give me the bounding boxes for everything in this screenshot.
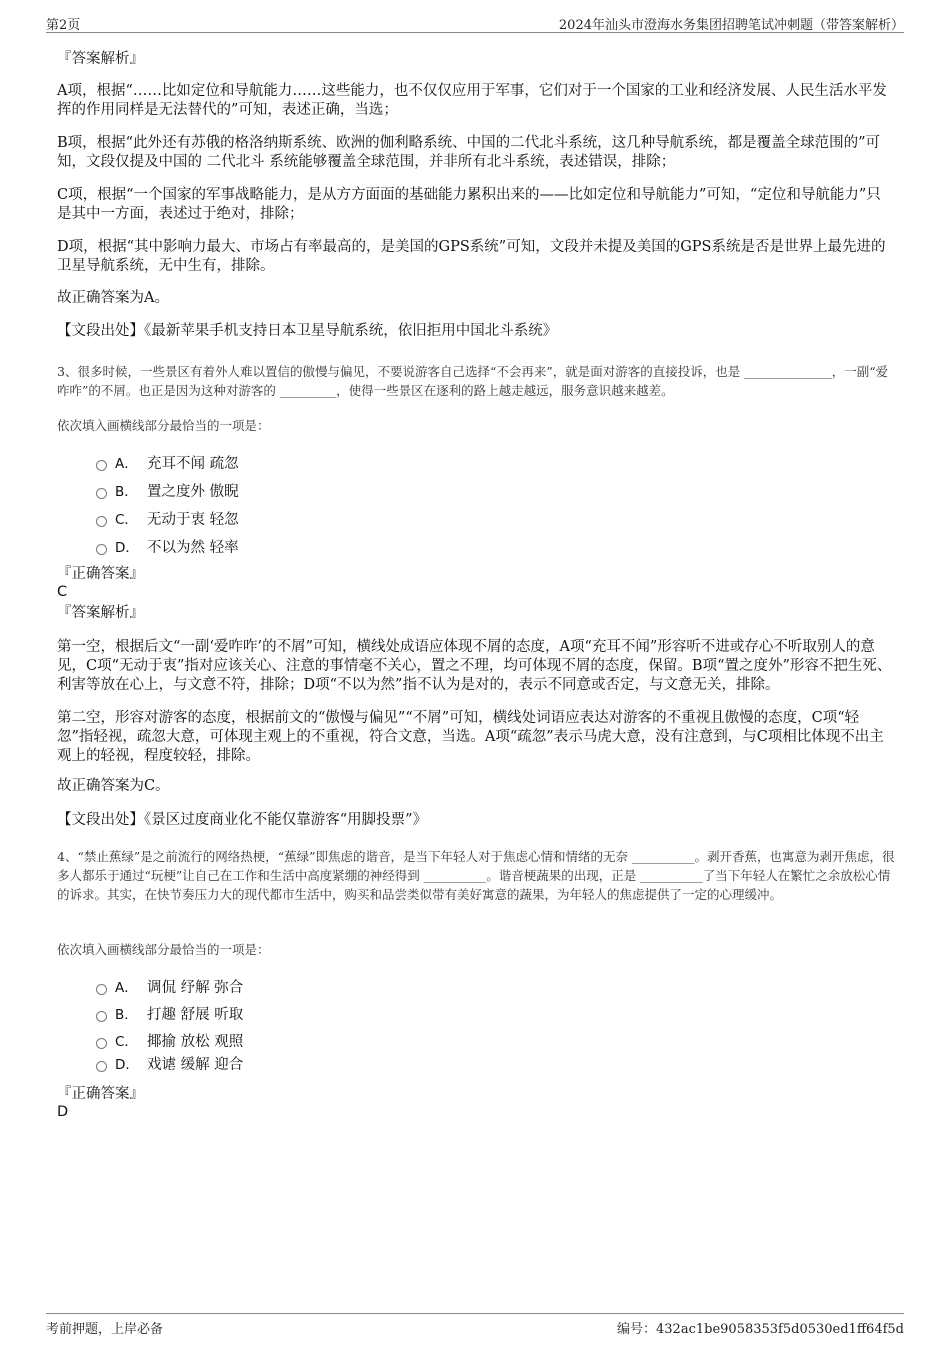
- radio-icon[interactable]: [96, 460, 107, 471]
- q3-source: 【文段出处】《景区过度商业化不能仅靠游客“用脚投票”》: [57, 812, 428, 828]
- q3-analysis-label: 『答案解析』: [57, 605, 144, 621]
- document-title: 2024年汕头市澄海水务集团招聘笔试冲刺题（带答案解析）: [558, 18, 904, 33]
- q3-stem: 3、很多时候，一些景区有着外人难以置信的傲慢与偏见，不要说游客自己选择“不会再来”，就是面对游客的直接投诉，也是 ______________，一副“爱咋咋”的不屑。也正是因为这种对游客的 _________，使得一些景区在逐利的路上越走越远，服务意识越来越差。: [57, 364, 889, 398]
- q4-option-b[interactable]: B． 打趣 舒展 听取: [96, 1003, 243, 1024]
- page-footer: [46, 1313, 904, 1336]
- q3-answer: C: [57, 584, 68, 600]
- page-number: 第2页: [46, 18, 81, 33]
- q3-analysis-p1: 第一空，根据后文“一副‘爱咋咋’的不屑”可知，横线处成语应体现不屑的态度，A项“充耳不闻”形容听不进或存心不听取别人的意见，C项“无动于衷”指对应该关心、注意的事情毫不关心，置之不理，均可体现不屑的态度，保留。B项“置之度外”形容不把生死、利害等放在心上，与文意不符，排除；D项“不以为然”指不认为是对的，表示不同意或否定，与文意无关，排除。: [57, 639, 892, 693]
- q2-conclusion: 故正确答案为A。: [57, 290, 169, 306]
- radio-icon[interactable]: [96, 984, 107, 995]
- radio-icon[interactable]: [96, 516, 107, 527]
- q3-option-c[interactable]: C． 无动于衷 轻忽: [96, 508, 239, 529]
- q3-answer-label: 『正确答案』: [57, 566, 144, 582]
- q4-stem: 4、“禁止蕉绿”是之前流行的网络热梗，“蕉绿”即焦虑的谐音，是当下年轻人对于焦虑心情和情绪的无奈 __________。剥开香蕉，也寓意为剥开焦虑，很多人都乐于通过“玩梗”让自己在工作和生活中高度紧绷的神经得到 __________。谐音梗蔬果的出现，正是 __________了当下年轻人在繁忙之余放松心情的诉求。其实，在快节奏压力大的现代都市生活中，购买和品尝类似带有美好寓意的蔬果，为年轻人的焦虑提供了一定的心理缓冲。: [57, 849, 895, 902]
- footer-slogan: 考前押题，上岸必备: [46, 1322, 164, 1337]
- q3-option-d[interactable]: D． 不以为然 轻率: [96, 536, 239, 557]
- radio-icon[interactable]: [96, 544, 107, 555]
- q4-answer: D: [57, 1104, 69, 1120]
- q4-option-d[interactable]: D． 戏谑 缓解 迎合: [96, 1053, 243, 1074]
- document-code: 编号：432ac1be9058353f5d0530ed1ff64f5d: [617, 1322, 904, 1337]
- q2-analysis-a: A项，根据“……比如定位和导航能力……这些能力，也不仅仅应用于军事，它们对于一个国家的工业和经济发展、人民生活水平发挥的作用同样是无法替代的”可知，表述正确，当选；: [57, 83, 887, 118]
- q2-analysis-label: 『答案解析』: [57, 51, 144, 67]
- q4-answer-label: 『正确答案』: [57, 1086, 144, 1102]
- page-header: [46, 12, 904, 33]
- q2-analysis-d: D项，根据“其中影响力最大、市场占有率最高的，是美国的GPS系统”可知，文段并未提及美国的GPS系统是否是世界上最先进的卫星导航系统，无中生有，排除。: [57, 239, 886, 274]
- q3-analysis-p2: 第二空，形容对游客的态度，根据前文的“傲慢与偏见”“不屑”可知，横线处词语应表达对游客的不重视且傲慢的态度，C项“轻忽”指轻视，疏忽大意，可体现主观上的不重视，符合文意，当选。A项“疏忽”表示马虎大意，没有注意到，与C项相比体现不出主观上的轻视，程度较轻，排除。: [57, 710, 884, 764]
- radio-icon[interactable]: [96, 1011, 107, 1022]
- q2-source: 【文段出处】《最新苹果手机支持日本卫星导航系统，依旧拒用中国北斗系统》: [57, 323, 558, 339]
- q4-option-c[interactable]: C． 揶揄 放松 观照: [96, 1030, 243, 1051]
- q3-option-b[interactable]: B． 置之度外 傲睨: [96, 480, 239, 501]
- radio-icon[interactable]: [96, 1038, 107, 1049]
- q4-option-a[interactable]: A． 调侃 纾解 弥合: [96, 976, 243, 997]
- q3-conclusion: 故正确答案为C。: [57, 778, 170, 794]
- q3-prompt: 依次填入画横线部分最恰当的一项是：: [57, 418, 270, 433]
- radio-icon[interactable]: [96, 1061, 107, 1072]
- q4-prompt: 依次填入画横线部分最恰当的一项是：: [57, 942, 270, 957]
- q2-analysis-c: C项，根据“一个国家的军事战略能力，是从方方面面的基础能力累积出来的——比如定位和导航能力”可知，“定位和导航能力”只是其中一方面，表述过于绝对，排除；: [57, 187, 881, 222]
- q3-option-a[interactable]: A． 充耳不闻 疏忽: [96, 452, 239, 473]
- radio-icon[interactable]: [96, 488, 107, 499]
- q2-analysis-b: B项，根据“此外还有苏俄的格洛纳斯系统、欧洲的伽利略系统、中国的二代北斗系统，这几种导航系统，都是覆盖全球范围的”可知，文段仅提及中国的 二代北斗 系统能够覆盖全球范围，并非所有北斗系统，表述错误，排除；: [57, 135, 880, 170]
